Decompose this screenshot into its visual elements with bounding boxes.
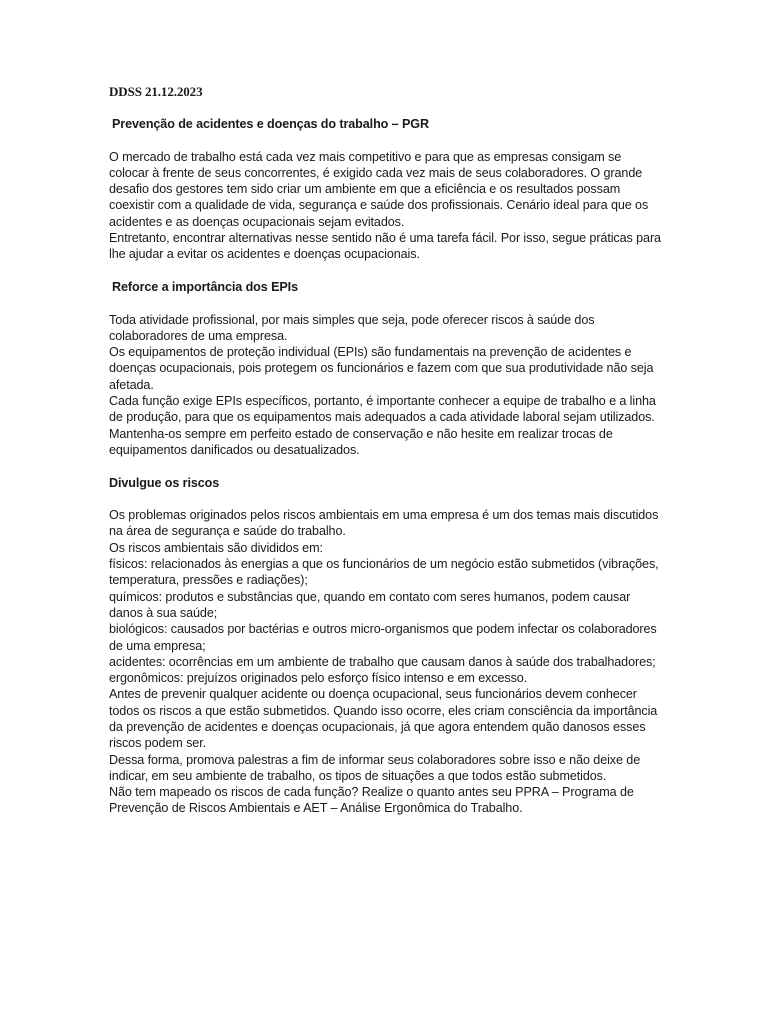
paragraph: Mantenha-os sempre em perfeito estado de conservação e não hesite em realizar trocas de equipamentos danificados ou desatualizados. [109, 426, 613, 457]
paragraph: Dessa forma, promova palestras a fim de informar seus colaboradores sobre isso e não deixe de indicar, em seu ambiente de trabalho, os tipos de situações a que todos estão submetidos. [109, 752, 641, 783]
list-item-biologicos: biológicos: causados por bactérias e outros micro-organismos que podem infectar os colaboradores de uma empresa; [109, 622, 657, 653]
paragraph: Toda atividade profissional, por mais simples que seja, pode oferecer riscos à saúde dos colaboradores de uma empresa. [109, 312, 595, 343]
list-item-quimicos: químicos: produtos e substâncias que, quando em contato com seres humanos, podem causar danos à sua saúde; [109, 589, 631, 620]
list-item-fisicos: físicos: relacionados às energias a que os funcionários de um negócio estão submetidos (vibrações, temperatura, pressões e radiações); [109, 557, 659, 588]
paragraph: Os problemas originados pelos riscos ambientais em uma empresa é um dos temas mais discutidos na área de segurança e saúde do trabalho. [109, 508, 659, 539]
section-riscos [109, 475, 661, 817]
document-page [109, 84, 661, 833]
paragraph: Os equipamentos de proteção individual (EPIs) são fundamentais na prevenção de acidentes e doenças ocupacionais, pois protegem os funcionários e fazem com que sua produtividade não seja afetada. [109, 345, 654, 392]
paragraph: Antes de prevenir qualquer acidente ou doença ocupacional, seus funcionários devem conhecer todos os riscos a que estão submetidos. Quando isso ocorre, eles criam consciência da importância da prevenção de acidentes e doenças ocupacionais, já que agora entendem quão danosos esses riscos podem ser. [109, 687, 658, 751]
section-heading-riscos: Divulgue os riscos [109, 475, 220, 490]
paragraph: Cada função exige EPIs específicos, portanto, é importante conhecer a equipe de trabalho e a linha de produção, para que os equipamentos mais adequados a cada atividade laboral sejam utilizados. [109, 394, 656, 425]
paragraph: Não tem mapeado os riscos de cada função? Realize o quanto antes seu PPRA – Programa de Prevenção de Riscos Ambientais e AET – Análise Ergonômica do Trabalho. [109, 785, 634, 816]
document-date: DDSS 21.12.2023 [109, 84, 203, 99]
list-item-ergonomicos: ergonômicos: prejuízos originados pelo esforço físico intenso e em excesso. [109, 671, 528, 686]
section-heading-epis: Reforce a importância dos EPIs [112, 279, 298, 294]
paragraph: O mercado de trabalho está cada vez mais competitivo e para que as empresas consigam se colocar à frente de seus concorrentes, é exigido cada vez mais de seus colaboradores. O grande desafio dos gestores tem sido criar um ambiente em que a eficiência e os resultados possam coexistir com a qualidade de vida, segurança e saúde dos profissionais. Cenário ideal para que os acidentes e as doenças ocupacionais sejam evitados. [109, 149, 649, 229]
paragraph: Os riscos ambientais são divididos em: [109, 540, 323, 555]
paragraph: Entretanto, encontrar alternativas nesse sentido não é uma tarefa fácil. Por isso, segue práticas para lhe ajudar a evitar os acidentes e doenças ocupacionais. [109, 231, 661, 262]
section-pgr [109, 116, 661, 263]
section-epis [109, 279, 661, 458]
section-heading-pgr: Prevenção de acidentes e doenças do trabalho – PGR [112, 117, 429, 131]
list-item-acidentes: acidentes: ocorrências em um ambiente de trabalho que causam danos à saúde dos trabalhadores; [109, 654, 656, 669]
